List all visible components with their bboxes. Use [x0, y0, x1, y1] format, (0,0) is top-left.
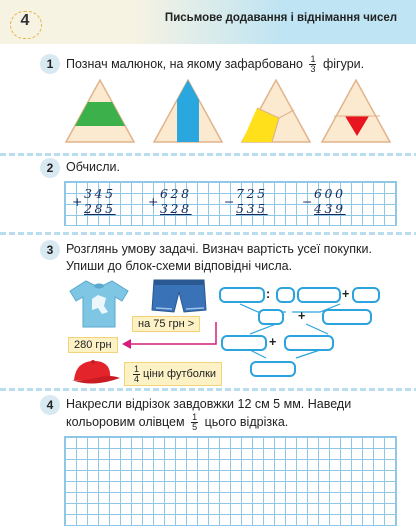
example-1-operator: +	[72, 194, 86, 209]
example-2-top: 628	[160, 186, 192, 201]
example-3-top: 725	[236, 186, 268, 201]
fraction-one-quarter	[133, 365, 140, 384]
task-number-2: 2	[40, 158, 60, 178]
fraction-numerator: 1	[134, 363, 140, 374]
shirt-price-label: 280 грн	[68, 337, 118, 353]
fraction-one-third	[309, 55, 316, 74]
fraction-numerator: 1	[310, 54, 316, 64]
arrow-connector	[118, 320, 222, 350]
example-4-operator: −	[302, 194, 316, 209]
example-2	[148, 186, 208, 222]
example-1-bottom: 285	[84, 201, 116, 216]
scheme-input-5[interactable]	[258, 309, 284, 325]
fraction-one-fifth	[191, 413, 198, 432]
section-divider	[0, 232, 416, 235]
section-divider	[0, 388, 416, 391]
example-4-top: 600	[314, 186, 346, 201]
scheme-input-6[interactable]	[322, 309, 372, 325]
task-2-text: Обчисли.	[66, 160, 120, 174]
task-4-text-after: цього відрізка.	[204, 414, 289, 429]
plus-sign-middle: +	[298, 309, 306, 323]
plus-sign-top: +	[342, 287, 350, 301]
task-4-line-1: Накресли відрізок завдовжки 12 см 5 мм. Наведи	[66, 397, 352, 411]
scheme-input-3[interactable]	[297, 287, 341, 303]
triangle-option-2[interactable]	[154, 80, 222, 142]
task-1-text-after: фігури.	[322, 56, 365, 71]
task-number-1: 1	[40, 54, 60, 74]
task-number-4: 4	[40, 395, 60, 415]
scheme-input-1[interactable]	[219, 287, 265, 303]
example-2-bottom: 328	[160, 201, 192, 216]
triangle-option-3[interactable]	[242, 80, 310, 142]
example-4-bottom: 439	[314, 201, 346, 216]
divide-sign: :	[266, 287, 271, 301]
triangle-option-4[interactable]	[322, 80, 390, 142]
example-1	[72, 186, 132, 222]
task-1-text	[66, 55, 412, 74]
task-number-3: 3	[40, 240, 60, 260]
triangle-option-1[interactable]	[66, 80, 134, 142]
chapter-title: Письмове додавання і віднімання чисел	[164, 12, 398, 24]
scheme-input-7[interactable]	[221, 335, 267, 351]
cap-image	[66, 358, 122, 388]
example-3-operator: −	[224, 194, 238, 209]
task-4-line-2	[66, 413, 412, 432]
scheme-result-input[interactable]	[250, 361, 296, 377]
shorts-price-label: на 75 грн >	[132, 316, 200, 332]
task-3-line-2: Упиши до блок-схеми відповідні числа.	[66, 259, 293, 273]
fraction-denominator: 4	[134, 373, 140, 384]
section-divider	[0, 153, 416, 156]
task-4-text-before: кольоровим олівцем	[66, 414, 185, 429]
triangles-figures	[58, 78, 394, 146]
cap-price-label	[124, 362, 222, 386]
task-3-line-1: Розглянь умову задачі. Визнач вартість усеї покупки.	[66, 242, 372, 256]
fraction-numerator: 1	[192, 412, 198, 422]
fraction-denominator: 3	[310, 64, 316, 74]
scheme-input-8[interactable]	[284, 335, 334, 351]
example-2-operator: +	[148, 194, 162, 209]
cap-price-text: ціни футболки	[143, 368, 217, 380]
scheme-input-4[interactable]	[352, 287, 380, 303]
page-number: 4	[20, 12, 30, 29]
plus-sign-bottom: +	[269, 335, 277, 349]
fraction-denominator: 5	[192, 422, 198, 432]
example-3-bottom: 535	[236, 201, 268, 216]
drawing-grid[interactable]	[64, 436, 397, 526]
shorts-image	[150, 278, 208, 314]
example-4	[302, 186, 362, 222]
example-1-top: 345	[84, 186, 116, 201]
task-1-text-before: Познач малюнок, на якому зафарбовано	[66, 56, 303, 71]
example-3	[224, 186, 284, 222]
scheme-input-2[interactable]	[276, 287, 295, 303]
